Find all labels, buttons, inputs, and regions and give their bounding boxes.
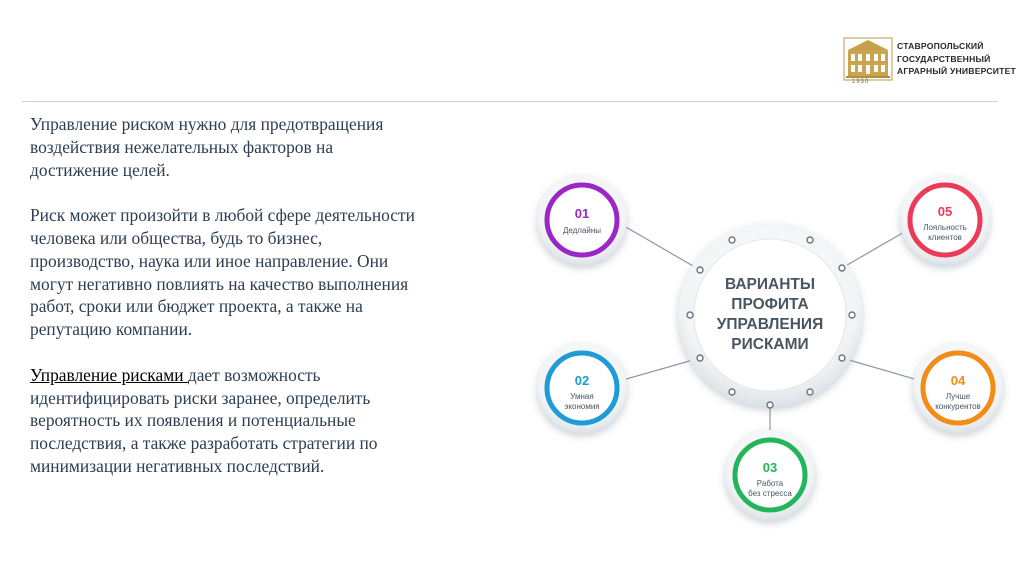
node-stress-free-work bbox=[725, 430, 815, 520]
node-customer-loyalty bbox=[900, 175, 990, 265]
center-text-line: ПРОФИТА bbox=[731, 296, 809, 313]
text-fragment: дает возможность bbox=[187, 364, 321, 385]
center-text-line: ВАРИАНТЫ bbox=[724, 276, 816, 293]
node-label: Лояльность bbox=[923, 223, 967, 232]
university-name-line: СТАВРОПОЛЬСКИЙ bbox=[897, 41, 984, 51]
header-divider bbox=[22, 101, 998, 102]
text-line: Управление риском нужно для предотвращения bbox=[30, 114, 384, 134]
center-text-line: УПРАВЛЕНИЯ bbox=[716, 316, 824, 333]
university-name-line: АГРАРНЫЙ УНИВЕРСИТЕТ bbox=[897, 66, 1016, 76]
node-label: экономия bbox=[564, 402, 600, 411]
text-line: репутацию компании. bbox=[30, 319, 193, 340]
university-logo bbox=[843, 37, 893, 81]
node-label: Работа bbox=[756, 479, 784, 488]
text-line: идентифицировать риски заранее, определить bbox=[30, 387, 371, 408]
text-line: производство, наука или иное направление. Они bbox=[30, 250, 389, 271]
university-name bbox=[897, 40, 1016, 78]
node-label: Лучше bbox=[945, 392, 971, 401]
node-number: 02 bbox=[574, 373, 590, 388]
body-text bbox=[30, 113, 510, 478]
node-number: 05 bbox=[937, 204, 953, 219]
text-line: могут негативно повлиять на качество выполнения bbox=[30, 273, 409, 294]
node-label: без стресса bbox=[748, 489, 792, 498]
logo-year: 1930 bbox=[852, 79, 870, 85]
risk-management-link[interactable]: Управление рисками bbox=[30, 364, 188, 385]
text-line: вероятность их появления и потенциальные bbox=[30, 410, 356, 431]
node-number: 04 bbox=[950, 373, 966, 388]
node-label: Дедлайны bbox=[562, 226, 602, 235]
text-line: Риск может произойти в любой сфере деятельности bbox=[30, 205, 415, 226]
node-label: Умная bbox=[570, 392, 594, 401]
text-line: минимизации негативных последствий. bbox=[30, 455, 325, 476]
node-number: 03 bbox=[762, 460, 778, 475]
text-line: работ, сроки или бюджет проекта, а также на bbox=[30, 296, 363, 317]
text-line bbox=[30, 364, 510, 387]
text-line: последствия, а также разработать стратегии по bbox=[30, 433, 378, 454]
node-deadlines bbox=[537, 175, 627, 265]
text-line: воздействия нежелательных факторов на bbox=[30, 136, 334, 157]
node-label: конкурентов bbox=[935, 402, 981, 411]
node-number: 01 bbox=[574, 206, 590, 221]
text-line: достижение целей. bbox=[30, 159, 170, 180]
center-text-line: РИСКАМИ bbox=[731, 336, 809, 353]
node-label: клиентов bbox=[928, 233, 962, 242]
node-smart-savings bbox=[537, 343, 627, 433]
text-line: человека или общества, будь то бизнес, bbox=[30, 227, 323, 248]
center-node bbox=[678, 223, 862, 408]
risk-profit-diagram bbox=[520, 160, 1020, 570]
node-better-than-competitors bbox=[913, 343, 1003, 433]
university-name-line: ГОСУДАРСТВЕННЫЙ bbox=[897, 53, 991, 64]
